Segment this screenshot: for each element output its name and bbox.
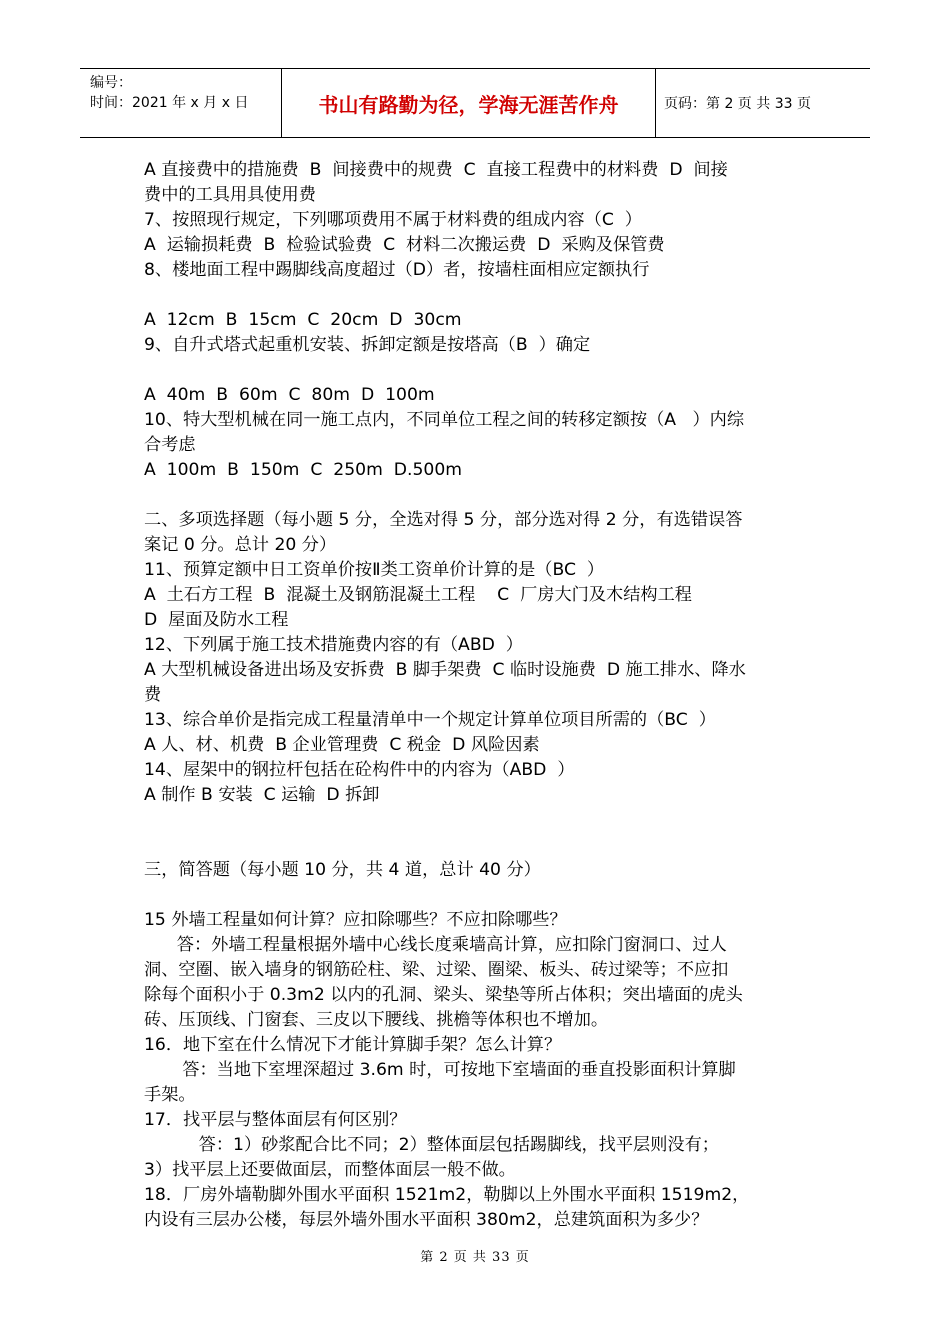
page-footer: 第 2 页 共 33 页 (420, 1250, 530, 1265)
text-line: 12、下列属于施工技术措施费内容的有（ABD ） (144, 635, 523, 655)
text-line: 8、楼地面工程中踢脚线高度超过（D）者，按墙柱面相应定额执行 (144, 260, 650, 280)
text-line: A 人、材、机费 B 企业管理费 C 税金 D 风险因素 (144, 735, 540, 755)
text-line: A 12cm B 15cm C 20cm D 30cm (144, 310, 462, 330)
text-line: A 运输损耗费 B 检验试验费 C 材料二次搬运费 D 采购及保管费 (144, 235, 665, 255)
text-line: 费 (144, 685, 162, 705)
document-time-label: 时间：2021 年 x 月 x 日 (90, 95, 249, 111)
text-line: 案记 0 分。总计 20 分） (144, 535, 337, 555)
text-line: 13、综合单价是指完成工程量清单中一个规定计算单位项目所需的（BC ） (144, 710, 716, 730)
blank-line (144, 883, 806, 908)
text-line: 3）找平层上还要做面层，而整体面层一般不做。 (144, 1160, 516, 1180)
text-line: 内设有三层办公楼，每层外墙外围水平面积 380m2，总建筑面积为多少？ (144, 1210, 709, 1230)
text-line: 手架。 (144, 1085, 196, 1105)
blank-line (144, 283, 806, 308)
text-line: 砖、压顶线、门窗套、三皮以下腰线、挑檐等体积也不增加。 (144, 1010, 609, 1030)
text-line: 7、按照现行规定，下列哪项费用不属于材料费的组成内容（C ） (144, 210, 642, 230)
text-line: 17．找平层与整体面层有何区别？ (144, 1110, 407, 1130)
text-line: 合考虑 (144, 435, 196, 455)
text-line: 16．地下室在什么情况下才能计算脚手架？怎么计算？ (144, 1035, 562, 1055)
header-page-info: 页码：第 2 页 共 33 页 (664, 96, 811, 112)
text-line: 15 外墙工程量如何计算？应扣除哪些？不应扣除哪些？ (144, 910, 567, 930)
text-line: 答：1）砂浆配合比不同；2）整体面层包括踢脚线，找平层则没有； (144, 1135, 719, 1155)
text-line: A 大型机械设备进出场及安拆费 B 脚手架费 C 临时设施费 D 施工排水、降水 (144, 660, 746, 680)
header-meta (90, 73, 280, 113)
page-header (80, 68, 870, 138)
text-line: A 100m B 150m C 250m D.500m (144, 460, 463, 480)
text-line: 10、特大型机械在同一施工点内，不同单位工程之间的转移定额按（A ）内综 (144, 410, 745, 430)
text-line: 费中的工具用具使用费 (144, 185, 316, 205)
text-line: A 制作 B 安装 C 运输 D 拆卸 (144, 785, 380, 805)
text-line: A 土石方工程 B 混凝土及钢筋混凝土工程 C 厂房大门及木结构工程 (144, 585, 692, 605)
blank-line (144, 358, 806, 383)
text-line: 二、多项选择题（每小题 5 分，全选对得 5 分，部分选对得 2 分，有选错误答 (144, 510, 743, 530)
text-line: D 屋面及防水工程 (144, 610, 289, 630)
header-motto: 书山有路勤为径，学海无涯苦作舟 (281, 69, 656, 137)
blank-line (144, 833, 806, 858)
text-line: 答：当地下室埋深超过 3.6m 时，可按地下室墙面的垂直投影面积计算脚 (144, 1060, 736, 1080)
text-line: 11、预算定额中日工资单价按Ⅱ类工资单价计算的是（BC ） (144, 560, 605, 580)
text-line: 洞、空圈、嵌入墙身的钢筋砼柱、梁、过梁、圈梁、板头、砖过梁等；不应扣 (144, 960, 729, 980)
text-line: 9、自升式塔式起重机安装、拆卸定额是按塔高（B ）确定 (144, 335, 591, 355)
text-line: 除每个面积小于 0.3m2 以内的孔洞、梁头、梁垫等所占体积；突出墙面的虎头 (144, 985, 743, 1005)
text-line: 14、屋架中的钢拉杆包括在砼构件中的内容为（ABD ） (144, 760, 575, 780)
document-body (144, 158, 806, 1233)
text-line: A 40m B 60m C 80m D 100m (144, 385, 435, 405)
blank-line (144, 483, 806, 508)
document-number-label: 编号： (90, 75, 132, 91)
text-line: 18．厂房外墙勒脚外围水平面积 1521m2，勒脚以上外围水平面积 1519m2， (144, 1185, 750, 1205)
text-line: 答：外墙工程量根据外墙中心线长度乘墙高计算，应扣除门窗洞口、过人 (144, 935, 727, 955)
text-line: 三，简答题（每小题 10 分，共 4 道，总计 40 分） (144, 860, 541, 880)
text-line: A 直接费中的措施费 B 间接费中的规费 C 直接工程费中的材料费 D 间接 (144, 160, 728, 180)
blank-line (144, 808, 806, 833)
